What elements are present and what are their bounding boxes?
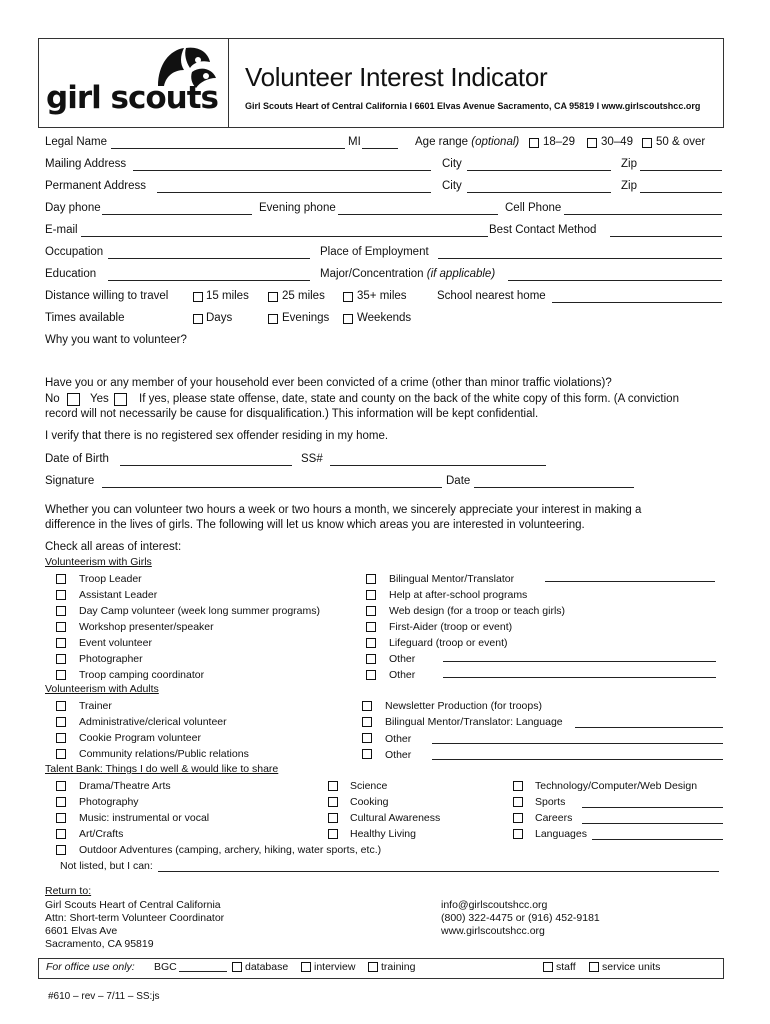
bgc-field[interactable] [179,971,227,972]
dob-field[interactable] [120,465,292,466]
sports-field[interactable] [582,807,723,808]
return-line-3: Sacramento, CA 95819 [45,938,154,950]
office-service-units-checkbox[interactable] [589,962,599,972]
school-nearest-field[interactable] [552,302,722,303]
outdoor-label: Outdoor Adventures (camping, archery, hiking, water sports, etc.) [79,844,382,856]
mi-label: MI [348,136,361,148]
evening-phone-label: Evening phone [259,202,336,214]
languages-field[interactable] [592,839,723,840]
not-listed-label: Not listed, but I can: [60,860,153,872]
age-30-49-label: 30–49 [601,136,633,148]
girls-left-checkbox-3[interactable] [56,622,66,632]
bgc-label: BGC [154,961,177,973]
conviction-line-2: If yes, please state offense, date, state and county on the back of the white copy of this form. (A conviction [139,393,679,405]
girls-heading: Volunteerism with Girls [45,556,152,568]
verify-statement: I verify that there is no registered sex offender residing in my home. [45,430,389,442]
talent-col1-checkbox-1[interactable] [56,797,66,807]
girls-left-label-1: Assistant Leader [79,589,158,601]
office-service-units-label: service units [602,961,661,973]
distance-35-label: 35+ miles [357,290,407,302]
age-18-29-checkbox[interactable] [529,138,539,148]
return-line-0: Girl Scouts Heart of Central California [45,899,221,911]
education-field[interactable] [108,280,310,281]
adults-other-field-1[interactable] [432,743,723,744]
occupation-field[interactable] [108,258,310,259]
adults-right-checkbox-3[interactable] [362,749,372,759]
girls-left-checkbox-0[interactable] [56,574,66,584]
times-days-checkbox[interactable] [193,314,203,324]
adults-left-checkbox-3[interactable] [56,749,66,759]
day-phone-label: Day phone [45,202,101,214]
girls-left-label-6: Troop camping coordinator [79,669,205,681]
girls-right-label-5: Other [389,653,416,665]
times-label: Times available [45,312,125,324]
mailing-address-field[interactable] [133,170,431,171]
date-field[interactable] [474,487,634,488]
office-interview-checkbox[interactable] [301,962,311,972]
girls-left-label-3: Workshop presenter/speaker [79,621,214,633]
girls-right-checkbox-6[interactable] [366,670,376,680]
girls-left-label-0: Troop Leader [79,573,142,585]
talent-col2-label-2: Cultural Awareness [350,812,441,824]
talent-col2-label-3: Healthy Living [350,828,416,840]
girls-other-field-2[interactable] [443,677,716,678]
girls-left-label-5: Photographer [79,653,143,665]
best-contact-field[interactable] [610,236,722,237]
adults-heading: Volunteerism with Adults [45,683,159,695]
signature-field[interactable] [102,487,442,488]
office-training-label: training [381,961,416,973]
times-weekends-checkbox[interactable] [343,314,353,324]
occupation-label: Occupation [45,246,104,258]
return-line-2: 6601 Elvas Ave [45,925,118,937]
email-label: E-mail [45,224,78,236]
city-label-2: City [442,180,462,192]
talent-col3-label-3: Languages [535,828,587,840]
bilingual-mentor-field[interactable] [545,581,715,582]
adults-left-label-1: Administrative/clerical volunteer [79,716,227,728]
conviction-question: Have you or any member of your household ever been convicted of a crime (other than minor traffic violations)? [45,377,612,389]
girls-left-label-2: Day Camp volunteer (week long summer programs) [79,605,321,617]
not-listed-field[interactable] [158,871,719,872]
ss-label: SS# [301,453,323,465]
office-database-label: database [245,961,289,973]
talent-col1-checkbox-3[interactable] [56,829,66,839]
times-days-label: Days [206,312,233,324]
talent-col2-checkbox-1[interactable] [328,797,338,807]
adults-language-field[interactable] [575,727,723,728]
conviction-no-label: No [45,393,60,405]
talent-col2-label-1: Cooking [350,796,389,808]
email-field[interactable] [81,236,488,237]
conviction-line-3: record will not necessarily be cause for disqualification.) This information will be kept confidential. [45,408,539,420]
girls-right-checkbox-5[interactable] [366,654,376,664]
office-interview-label: interview [314,961,356,973]
office-use-label [46,961,135,973]
contact-phone: (800) 322-4475 or (916) 452-9181 [441,912,600,924]
adults-right-label-3: Other [385,749,412,761]
zip-label: Zip [621,158,637,170]
girls-right-checkbox-1[interactable] [366,590,376,600]
major-label [320,268,495,280]
talent-col3-checkbox-0[interactable] [513,781,523,791]
contact-website[interactable]: www.girlscoutshcc.org [441,925,545,937]
city-label: City [442,158,462,170]
talent-col2-checkbox-0[interactable] [328,781,338,791]
legal-name-label: Legal Name [45,136,108,148]
age-30-49-checkbox[interactable] [587,138,597,148]
mailing-address-label: Mailing Address [45,158,127,170]
adults-right-label-1: Bilingual Mentor/Translator: Language [385,716,563,728]
age-50-over-checkbox[interactable] [642,138,652,148]
dob-label: Date of Birth [45,453,109,465]
cell-phone-label: Cell Phone [505,202,562,214]
girls-right-label-4: Lifeguard (troop or event) [389,637,508,649]
girls-left-checkbox-2[interactable] [56,606,66,616]
girls-right-label-0: Bilingual Mentor/Translator [389,573,515,585]
distance-label: Distance willing to travel [45,290,169,302]
girls-right-checkbox-4[interactable] [366,638,376,648]
major-optional: (if applicable) [426,268,496,280]
distance-15-label: 15 miles [206,290,249,302]
talent-col1-label-3: Art/Crafts [79,828,124,840]
adults-other-field-2[interactable] [432,759,723,760]
girls-left-label-4: Event volunteer [79,637,152,649]
distance-35-checkbox[interactable] [343,292,353,302]
place-of-employment-field[interactable] [438,258,722,259]
zip-label-2: Zip [621,180,637,192]
girls-right-checkbox-0[interactable] [366,574,376,584]
adults-right-label-0: Newsletter Production (for troops) [385,700,542,712]
girls-right-label-6: Other [389,669,416,681]
school-nearest-label: School nearest home [437,290,546,302]
city-field-2[interactable] [467,192,611,193]
office-staff-label: staff [556,961,576,973]
conviction-yes-label: Yes [90,393,109,405]
talent-col1-label-2: Music: instrumental or vocal [79,812,210,824]
times-evenings-label: Evenings [282,312,330,324]
careers-field[interactable] [582,823,723,824]
adults-left-checkbox-1[interactable] [56,717,66,727]
girls-right-checkbox-2[interactable] [366,606,376,616]
age-range-label [415,136,519,148]
check-all-label: Check all areas of interest: [45,541,182,553]
age-18-29-label: 18–29 [543,136,575,148]
intro-line-1: Whether you can volunteer two hours a week or two hours a month, we sincerely appreciate your interest in making a [45,504,642,516]
talent-col2-label-0: Science [350,780,388,792]
talent-col3-label-2: Careers [535,812,573,824]
cell-phone-field[interactable] [564,214,722,215]
why-volunteer-label: Why you want to volunteer? [45,334,187,346]
adults-left-checkbox-0[interactable] [56,701,66,711]
conviction-no-checkbox[interactable] [67,393,80,406]
return-heading: Return to: [45,885,92,897]
girls-left-checkbox-5[interactable] [56,654,66,664]
permanent-address-label: Permanent Address [45,180,147,192]
adults-right-checkbox-1[interactable] [362,717,372,727]
age-50-over-label: 50 & over [656,136,706,148]
adults-right-checkbox-0[interactable] [362,701,372,711]
day-phone-field[interactable] [102,214,252,215]
talent-col3-label-0: Technology/Computer/Web Design [535,780,698,792]
evening-phone-field[interactable] [338,214,498,215]
page-title: Volunteer Interest Indicator [245,62,548,92]
page-subtitle: Girl Scouts Heart of Central California I 6601 Elvas Avenue Sacramento, CA 95819 I www.girlscoutshcc.org [245,101,701,111]
permanent-address-field[interactable] [157,192,431,193]
best-contact-label: Best Contact Method [489,224,597,236]
girls-right-label-2: Web design (for a troop or teach girls) [389,605,566,617]
adults-right-checkbox-2[interactable] [362,733,372,743]
talent-col2-checkbox-3[interactable] [328,829,338,839]
girls-right-checkbox-3[interactable] [366,622,376,632]
education-label: Education [45,268,97,280]
city-field[interactable] [467,170,611,171]
girls-left-checkbox-6[interactable] [56,670,66,680]
adults-left-label-3: Community relations/Public relations [79,748,249,760]
zip-field-2[interactable] [640,192,722,193]
distance-15-checkbox[interactable] [193,292,203,302]
talent-col2-checkbox-2[interactable] [328,813,338,823]
adults-left-label-0: Trainer [79,700,112,712]
distance-25-label: 25 miles [282,290,325,302]
age-range-text: Age range [415,136,469,148]
distance-25-checkbox[interactable] [268,292,278,302]
office-training-checkbox[interactable] [368,962,378,972]
major-text: Major/Concentration [320,268,424,280]
contact-email[interactable]: info@girlscoutshcc.org [441,899,548,911]
times-weekends-label: Weekends [357,312,412,324]
date-label: Date [446,475,471,487]
girls-left-checkbox-1[interactable] [56,590,66,600]
place-of-employment-label: Place of Employment [320,246,429,258]
talent-col1-label-1: Photography [79,796,139,808]
major-field[interactable] [508,280,722,281]
adults-left-checkbox-2[interactable] [56,733,66,743]
office-use-text: For office use only: [46,961,135,973]
girls-right-label-1: Help at after-school programs [389,589,528,601]
zip-field[interactable] [640,170,722,171]
signature-label: Signature [45,475,95,487]
age-range-optional: (optional) [471,136,520,148]
conviction-yes-checkbox[interactable] [114,393,127,406]
girls-other-field-1[interactable] [443,661,716,662]
header-divider [228,38,229,127]
talent-heading: Talent Bank: Things I do well & would like to share [45,763,279,775]
talent-col3-checkbox-2[interactable] [513,813,523,823]
mi-field[interactable] [362,148,398,149]
ss-field[interactable] [330,465,546,466]
talent-col3-label-1: Sports [535,796,566,808]
talent-col1-checkbox-0[interactable] [56,781,66,791]
girls-left-checkbox-4[interactable] [56,638,66,648]
times-evenings-checkbox[interactable] [268,314,278,324]
talent-col1-label-0: Drama/Theatre Arts [79,780,171,792]
office-staff-checkbox[interactable] [543,962,553,972]
logo-text: girl scouts [46,80,218,116]
adults-left-label-2: Cookie Program volunteer [79,732,201,744]
legal-name-field[interactable] [111,148,345,149]
talent-col1-checkbox-2[interactable] [56,813,66,823]
form-code: #610 – rev – 7/11 – SS:js [48,991,160,1002]
talent-col3-checkbox-3[interactable] [513,829,523,839]
talent-col3-checkbox-1[interactable] [513,797,523,807]
adults-right-label-2: Other [385,733,412,745]
return-line-1: Attn: Short-term Volunteer Coordinator [45,912,225,924]
office-database-checkbox[interactable] [232,962,242,972]
intro-line-2: difference in the lives of girls. The following will let us know which areas you are interested in volunteering. [45,519,585,531]
girls-right-label-3: First-Aider (troop or event) [389,621,513,633]
outdoor-checkbox[interactable] [56,845,66,855]
